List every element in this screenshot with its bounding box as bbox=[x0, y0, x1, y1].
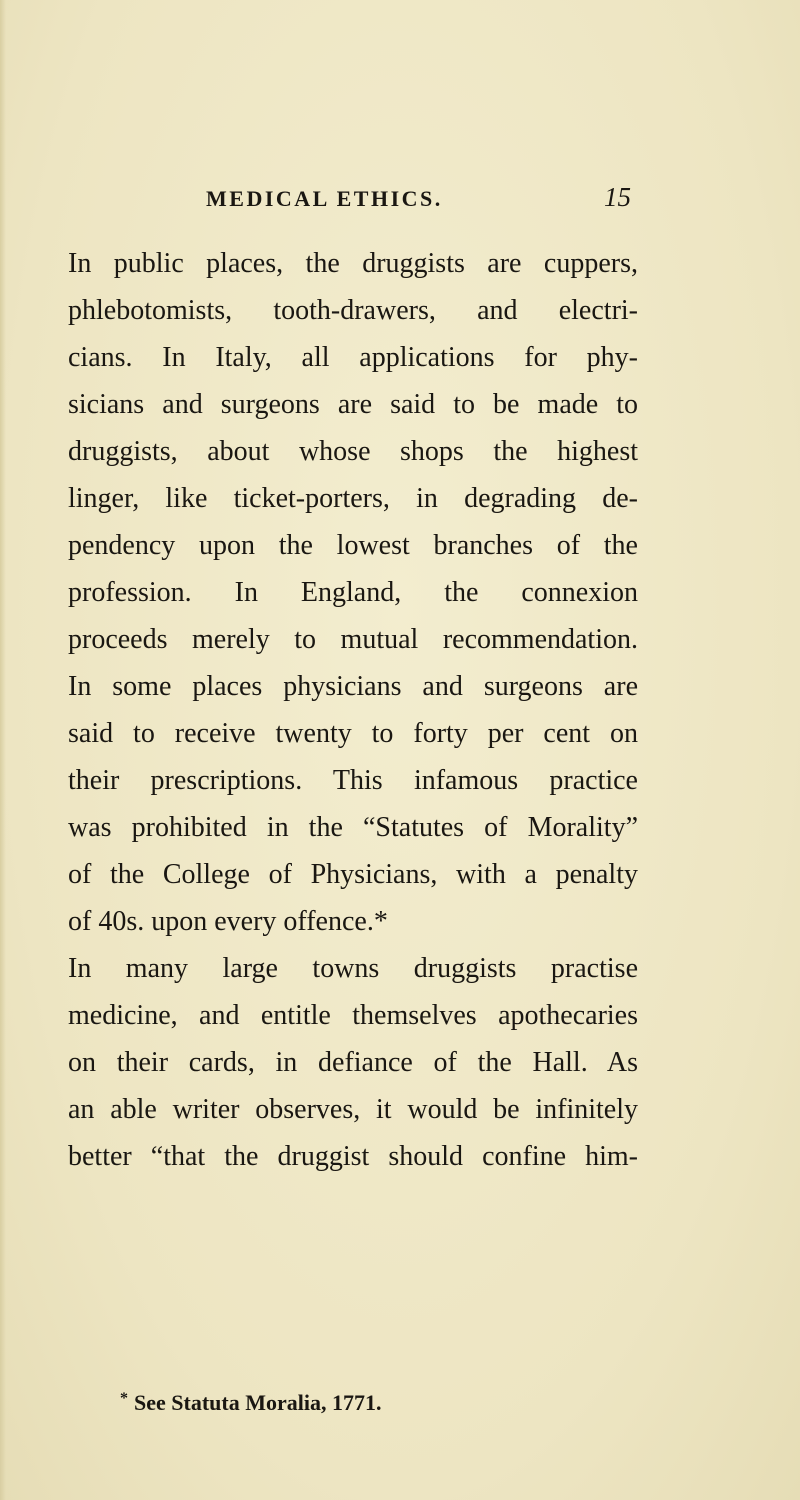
text-line: linger, like ticket-porters, in degrading de- bbox=[68, 483, 638, 514]
text-line: of 40s. upon every offence.* bbox=[68, 906, 388, 937]
text-line: on their cards, in defiance of the Hall. As bbox=[68, 1047, 638, 1078]
text-line: pendency upon the lowest branches of the bbox=[68, 530, 638, 561]
footnote-text: See Statuta Moralia, 1771. bbox=[134, 1390, 382, 1415]
text-line: their prescriptions. This infamous practice bbox=[68, 765, 638, 796]
running-title: MEDICAL ETHICS. bbox=[206, 186, 443, 211]
text-line: phlebotomists, tooth-drawers, and electri- bbox=[68, 295, 638, 326]
text-line: of the College of Physicians, with a penalty bbox=[68, 859, 638, 890]
text-line: In many large towns druggists practise bbox=[68, 953, 638, 984]
text-line: druggists, about whose shops the highest bbox=[68, 436, 638, 467]
body-text bbox=[68, 240, 638, 1180]
text-line: profession. In England, the connexion bbox=[68, 577, 638, 608]
text-line: In public places, the druggists are cuppers, bbox=[68, 248, 638, 279]
text-line: said to receive twenty to forty per cent on bbox=[68, 718, 638, 749]
footnote-mark: * bbox=[120, 1390, 128, 1407]
text-line: proceeds merely to mutual recommendation. bbox=[68, 624, 638, 655]
text-line: sicians and surgeons are said to be made to bbox=[68, 389, 638, 420]
text-line: was prohibited in the “Statutes of Morality” bbox=[68, 812, 638, 843]
footnote bbox=[120, 1390, 381, 1416]
text-line: an able writer observes, it would be infinitely bbox=[68, 1094, 638, 1125]
page-edge-shadow bbox=[0, 0, 6, 1500]
text-line: better “that the druggist should confine him- bbox=[68, 1141, 638, 1172]
text-line: In some places physicians and surgeons are bbox=[68, 671, 638, 702]
text-line: medicine, and entitle themselves apothecaries bbox=[68, 1000, 638, 1031]
running-head bbox=[0, 182, 800, 216]
page-number: 15 bbox=[604, 182, 631, 212]
text-line: cians. In Italy, all applications for phy- bbox=[68, 342, 638, 373]
